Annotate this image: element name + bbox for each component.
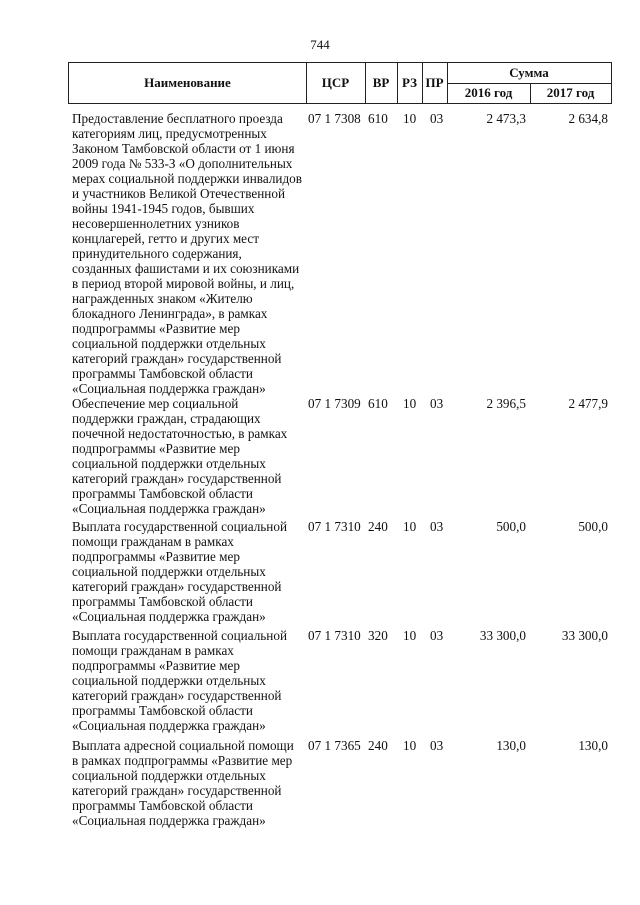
row-name-line: категорий граждан» государственной [72, 783, 282, 798]
header-sum: Сумма [509, 65, 549, 80]
row-rz: 10 [403, 628, 417, 643]
row-name-line: подпрограммы «Развитие мер [72, 549, 240, 564]
table-header [68, 62, 612, 104]
row-name-line: Законом Тамбовской области от 1 июня [72, 141, 295, 156]
row-name-line: в период второй мировой войны, и лиц, [72, 276, 295, 291]
row-name-line: Выплата государственной социальной [72, 519, 287, 534]
row-name-line: категорий граждан» государственной [72, 688, 282, 703]
row-name-line: программы Тамбовской области [72, 366, 253, 381]
row-sum-2017: 33 300,0 [561, 628, 608, 643]
row-pr: 03 [430, 738, 444, 753]
row-name [72, 738, 308, 828]
row-name-line: «Социальная поддержка граждан» [72, 813, 266, 828]
row-sum-2016: 2 473,3 [486, 111, 526, 126]
row-pr: 03 [430, 519, 444, 534]
row-vr: 240 [368, 738, 388, 753]
row-csr: 07 1 7309 [308, 396, 361, 411]
row-vr: 240 [368, 519, 388, 534]
row-pr: 03 [430, 396, 444, 411]
row-sum-2017: 130,0 [578, 738, 608, 753]
row-name-line: в рамках подпрограммы «Развитие мер [72, 753, 293, 768]
row-name-line: категорий граждан» государственной [72, 579, 282, 594]
row-vr: 610 [368, 111, 388, 126]
row-name-line: мерах социальной поддержки инвалидов [72, 171, 302, 186]
row-name-line: подпрограммы «Развитие мер [72, 658, 240, 673]
row-name [72, 396, 308, 516]
row-name-line: подпрограммы «Развитие мер [72, 441, 240, 456]
header-csr: ЦСР [321, 75, 350, 90]
page-number: 744 [310, 37, 330, 52]
row-name-line: категорий граждан» государственной [72, 351, 282, 366]
row-vr: 320 [368, 628, 388, 643]
row-pr: 03 [430, 628, 444, 643]
row-name-line: социальной поддержки отдельных [72, 564, 266, 579]
row-name-line: социальной поддержки отдельных [72, 336, 266, 351]
row-sum-2017: 2 634,8 [568, 111, 608, 126]
row-name-line: войны 1941-1945 годов, бывших [72, 201, 255, 216]
row-name-line: социальной поддержки отдельных [72, 673, 266, 688]
header-year-2017: 2017 год [546, 85, 595, 100]
row-vr: 610 [368, 396, 388, 411]
row-name-line: программы Тамбовской области [72, 594, 253, 609]
row-rz: 10 [403, 111, 417, 126]
row-name-line: почечной недостаточностью, в рамках [72, 426, 288, 441]
header-pr: ПР [425, 75, 444, 90]
row-pr: 03 [430, 111, 444, 126]
row-name-line: «Социальная поддержка граждан» [72, 381, 266, 396]
row-sum-2016: 500,0 [496, 519, 526, 534]
row-name-line: созданных фашистами и их союзниками [72, 261, 300, 276]
row-name-line: Обеспечение мер социальной [72, 396, 239, 411]
row-name-line: программы Тамбовской области [72, 486, 253, 501]
row-name-line: программы Тамбовской области [72, 703, 253, 718]
row-name-line: помощи гражданам в рамках [72, 534, 234, 549]
row-name-line: Выплата адресной социальной помощи [72, 738, 294, 753]
row-rz: 10 [403, 396, 417, 411]
row-name-line: Предоставление бесплатного проезда [72, 111, 283, 126]
row-name-line: «Социальная поддержка граждан» [72, 501, 266, 516]
row-csr: 07 1 7308 [308, 111, 361, 126]
row-name-line: поддержки граждан, страдающих [72, 411, 261, 426]
header-rz: РЗ [402, 75, 417, 90]
row-name-line: награжденных знаком «Жителю [72, 291, 253, 306]
row-name-line: категориям лиц, предусмотренных [72, 126, 267, 141]
row-sum-2017: 2 477,9 [568, 396, 608, 411]
row-name-line: Выплата государственной социальной [72, 628, 287, 643]
row-sum-2017: 500,0 [578, 519, 608, 534]
row-name [72, 628, 308, 733]
row-name-line: программы Тамбовской области [72, 798, 253, 813]
row-name-line: 2009 года № 533-З «О дополнительных [72, 156, 293, 171]
row-sum-2016: 130,0 [496, 738, 526, 753]
row-csr: 07 1 7365 [308, 738, 361, 753]
row-name-line: подпрограммы «Развитие мер [72, 321, 240, 336]
row-csr: 07 1 7310 [308, 519, 361, 534]
row-name [72, 111, 308, 396]
row-name-line: помощи гражданам в рамках [72, 643, 234, 658]
header-year-2016: 2016 год [464, 85, 513, 100]
header-vr: ВР [372, 75, 390, 90]
row-name-line: социальной поддержки отдельных [72, 456, 266, 471]
row-name-line: и участников Великой Отечественной [72, 186, 286, 201]
row-rz: 10 [403, 519, 417, 534]
row-name-line: «Социальная поддержка граждан» [72, 609, 266, 624]
row-sum-2016: 2 396,5 [486, 396, 526, 411]
row-name [72, 519, 308, 624]
row-name-line: социальной поддержки отдельных [72, 768, 266, 783]
row-sum-2016: 33 300,0 [479, 628, 526, 643]
row-name-line: «Социальная поддержка граждан» [72, 718, 266, 733]
row-name-line: принудительного содержания, [72, 246, 242, 261]
row-csr: 07 1 7310 [308, 628, 361, 643]
row-name-line: категорий граждан» государственной [72, 471, 282, 486]
row-name-line: концлагерей, гетто и других мест [72, 231, 259, 246]
row-rz: 10 [403, 738, 417, 753]
header-name: Наименование [144, 75, 231, 90]
row-name-line: блокадного Ленинграда», в рамках [72, 306, 268, 321]
row-name-line: несовершеннолетних узников [72, 216, 240, 231]
